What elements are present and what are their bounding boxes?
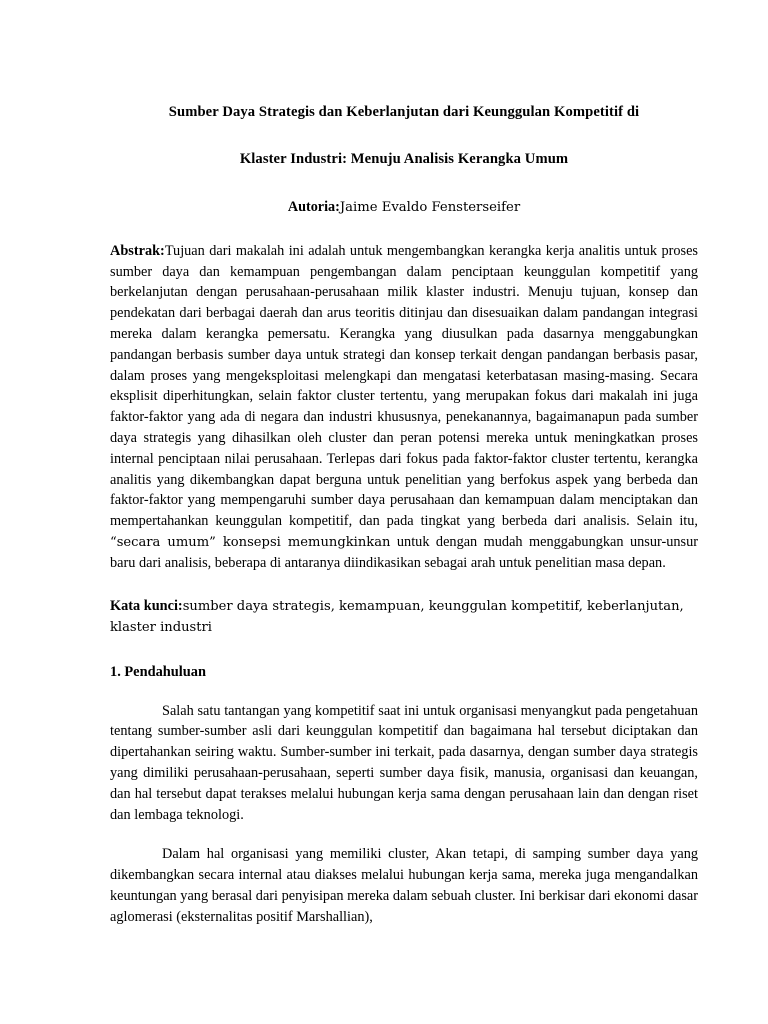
abstract-block (110, 241, 698, 574)
author-label: Autoria: (287, 198, 340, 215)
body-paragraph-2: Dalam hal organisasi yang memiliki cluster, Akan tetapi, di samping sumber daya yang dikembangkan secara internal atau diakses melalui hubungan kerja sama, mereka juga mengandalkan keuntungan yang berasal dari penyisipan mereka dalam sebuah cluster. Ini berkisar dari ekonomi dasar aglomerasi (eksternalitas positif Marshallian), (110, 846, 698, 925)
keywords-block (110, 596, 698, 638)
body-paragraph-1: Salah satu tantangan yang kompetitif saat ini untuk organisasi menyangkut pada pengetahuan tentang sumber-sumber asli dari keunggulan kompetitif dan bagaimana hal tersebut diciptakan dan dipertahankan seiring waktu. Sumber-sumber ini terkait, pada dasarnya, dengan sumber daya strategis yang dimiliki perusahaan-perusahaan, seperti sumber daya fisik, manusia, organisasi dan keuangan, dan hal tersebut dapat terakses melalui hubungan kerja sama dengan perusahaan lain dan dengan riset dan lembaga teknologi. (110, 702, 698, 823)
author-name: Jaime Evaldo Fensterseifer (339, 199, 521, 215)
abstract-text-part-1: Tujuan dari makalah ini adalah untuk mengembangkan kerangka kerja analitis untuk proses sumber daya dan kemampuan pengembangan dalam penciptaan keunggulan kompetitif yang berkelanjutan dengan perusahaan-perusahaan milik klaster industri. Menuju tujuan, konsep dan pendekatan dari berbagai daerah dan arus teoritis ditinjau dan disesuaikan dalam pandangan integrasi mereka dalam kerangka pemersatu. Kerangka yang diusulkan pada dasarnya menggabungkan pandangan berbasis sumber daya untuk strategi dan konsep terkait dengan pandangan berbasis pasar, dalam proses yang mengeksploitasi melengkapi dan mengatasi keterbatasan masing-masing. Secara eksplisit diperhitungkan, selain faktor cluster tertentu, yang merupakan fokus dari makalah ini juga faktor-faktor yang ada di negara dan industri khususnya, penekanannya, bagaimanapun pada sumber daya strategis yang dihasilkan oleh cluster dan peran potensi mereka untuk meningkatkan proses internal penciptaan nilai perusahaan. Terlepas dari fokus pada faktor-faktor cluster tertentu, kerangka analitis yang dikembangkan dapat berguna untuk penelitian yang berfokus aspek yang berbeda dan faktor-faktor yang mempengaruhi sumber daya perusahaan dan kemampuan dalam menciptakan dan mempertahankan keunggulan kompetitif, dan pada tingkat yang berbeda dari analisis. Selain itu, (110, 242, 698, 530)
page-content (110, 0, 698, 928)
author-line (110, 199, 698, 215)
paper-title-line-2: Klaster Industri: Menuju Analisis Kerangka Umum (239, 150, 569, 167)
keywords-label: Kata kunci: (110, 597, 183, 614)
abstract-label: Abstrak: (110, 242, 165, 259)
paper-title-line-1: Sumber Daya Strategis dan Keberlanjutan dari Keunggulan Kompetitif di (168, 104, 640, 120)
abstract-text-part-2: untuk dengan mudah menggabungkan unsur-unsur baru dari analisis, beberapa di antaranya diindikasikan sebagai arah untuk penelitian masa depan. (110, 534, 698, 571)
keywords-text: sumber daya strategis, kemampuan, keunggulan kompetitif, keberlanjutan, klaster industri (110, 598, 684, 635)
abstract-text-emphasis: “secara umum” konsepsi memungkinkan (110, 535, 391, 551)
section-heading-pendahuluan: 1. Pendahuluan (110, 663, 206, 680)
